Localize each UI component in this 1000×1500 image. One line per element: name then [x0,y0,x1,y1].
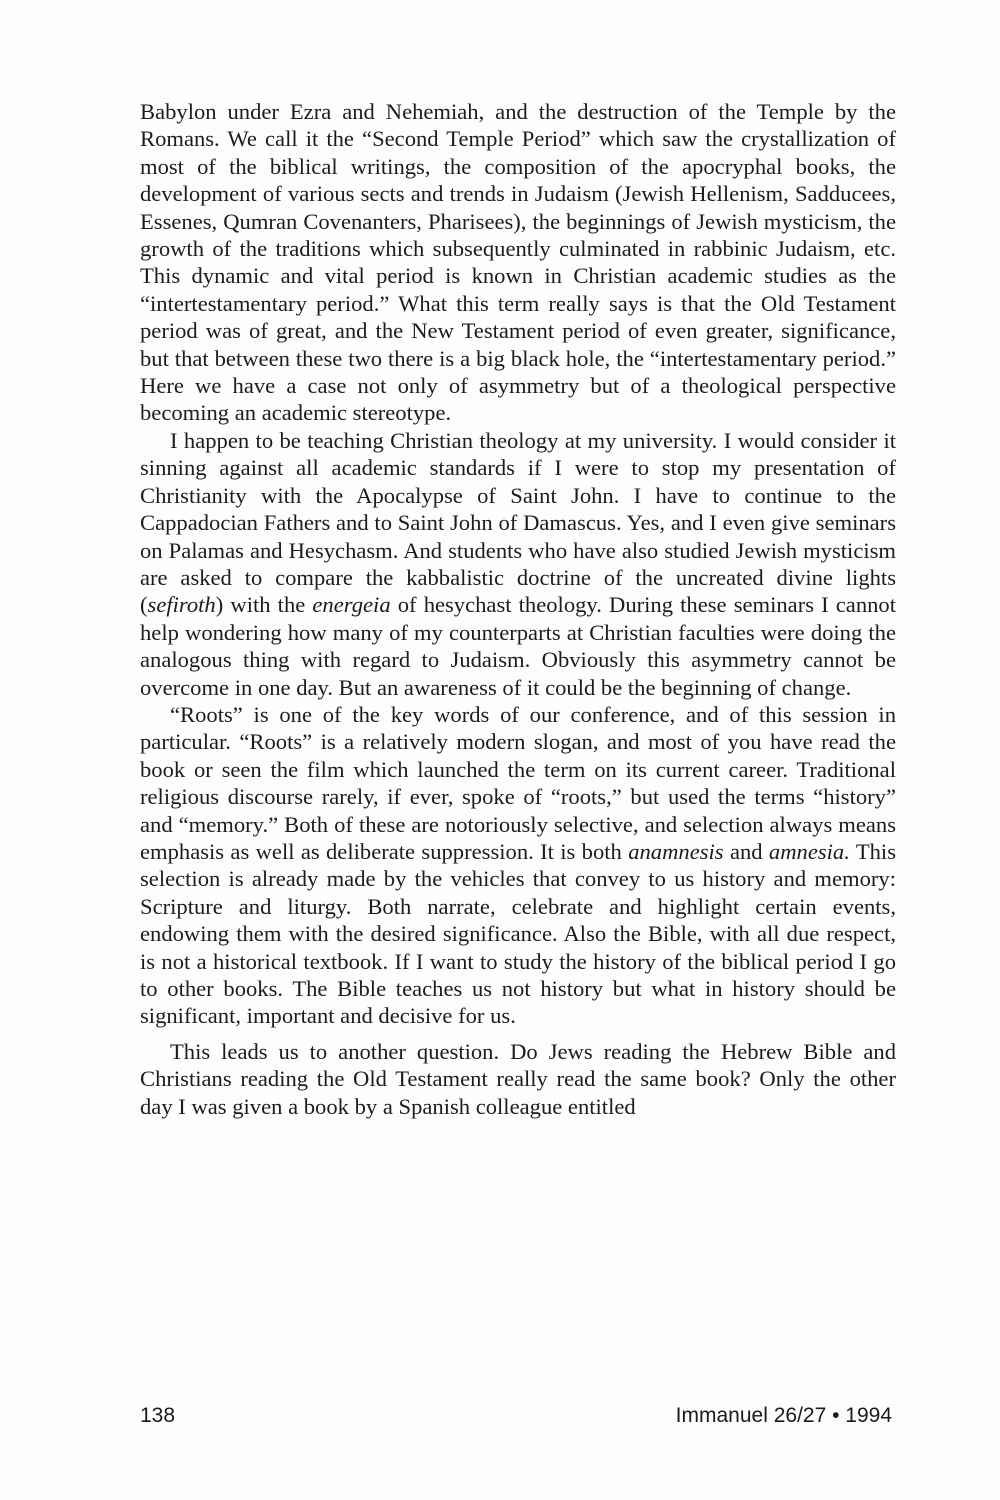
page-footer [140,1404,892,1434]
italic-term: sefiroth [147,592,216,618]
text-segment: Babylon under Ezra and Nehemiah, and the destruction of the Temple by the Romans. We call it the “Second Temple Period” which saw the crystallization of most of the biblical writings, the composition of the apocryphal books, the development of various sects and trends in Judaism (Jewish Hellenism, Sadducees, Essenes, Qumran Covenanters, Pharisees), the beginnings of Jewish mysticism, the growth of the traditions which subsequently culminated in rabbinic Judaism, etc. This dynamic and vital period is known in Christian academic studies as the “intertestamentary period.” What this term really says is that the Old Testament period was of great, and the New Testament period of even greater, significance, but that between these two there is a big black hole, the “intertestamentary period.” Here we have a case not only of asymmetry but of a theological perspective becoming an academic stereotype. [140,99,896,426]
italic-term: amnesia. [768,838,850,864]
text-segment: This leads us to another question. Do Jews reading the Hebrew Bible and Christians reading the Old Testament really read the same book? Only the other day I was given a book by a Spanish colleague entitled [140,1038,896,1119]
paragraph-2 [140,427,896,701]
paragraph-4 [140,1038,896,1120]
text-segment: of hesychast theology. During these seminars I cannot help wondering how many of my counterparts at Christian faculties were doing the analogous thing with regard to Judaism. Obviously this asymmetry cannot be overcome in one day. But an awareness of it could be the beginning of change. [140,592,896,700]
text-segment: ) with the [215,592,313,618]
text-segment: “Roots” is one of the key words of our conference, and of this session in particular. “Roots” is a relatively modern slogan, and most of you have read the book or seen the film which launched the term on its current career. Traditional religious discourse rarely, if ever, spoke of “roots,” but used the terms “history” and “memory.” Both of these are notoriously selective, and selection always means emphasis as well as deliberate suppression. It is both [140,701,896,864]
body-text [140,98,896,1120]
paragraph-1 [140,98,896,427]
italic-term: anamnesis [628,838,724,864]
paragraph-3 [140,701,896,1030]
page-number: 138 [140,1404,176,1427]
text-segment: This selection is already made by the vehicles that convey to us history and memory: Scripture and liturgy. Both narrate, celebrate and highlight certain events, endowing them with the desired significance. Also the Bible, with all due respect, is not a historical textbook. If I want to study the history of the biblical period I go to other books. The Bible teaches us not history but what in history should be significant, important and decisive for us. [140,838,896,1029]
journal-citation: Immanuel 26/27 • 1994 [675,1404,892,1427]
italic-term: energeia [312,592,391,618]
text-segment: I happen to be teaching Christian theology at my university. I would consider it sinning against all academic standards if I were to stop my presentation of Christianity with the Apocalypse of Saint John. I have to continue to the Cappadocian Fathers and to Saint John of Damascus. Yes, and I even give seminars on Palamas and Hesychasm. And students who have also studied Jewish mysticism are asked to compare the kabbalistic doctrine of the uncreated divine lights ( [140,427,896,618]
text-segment: and [723,838,769,864]
